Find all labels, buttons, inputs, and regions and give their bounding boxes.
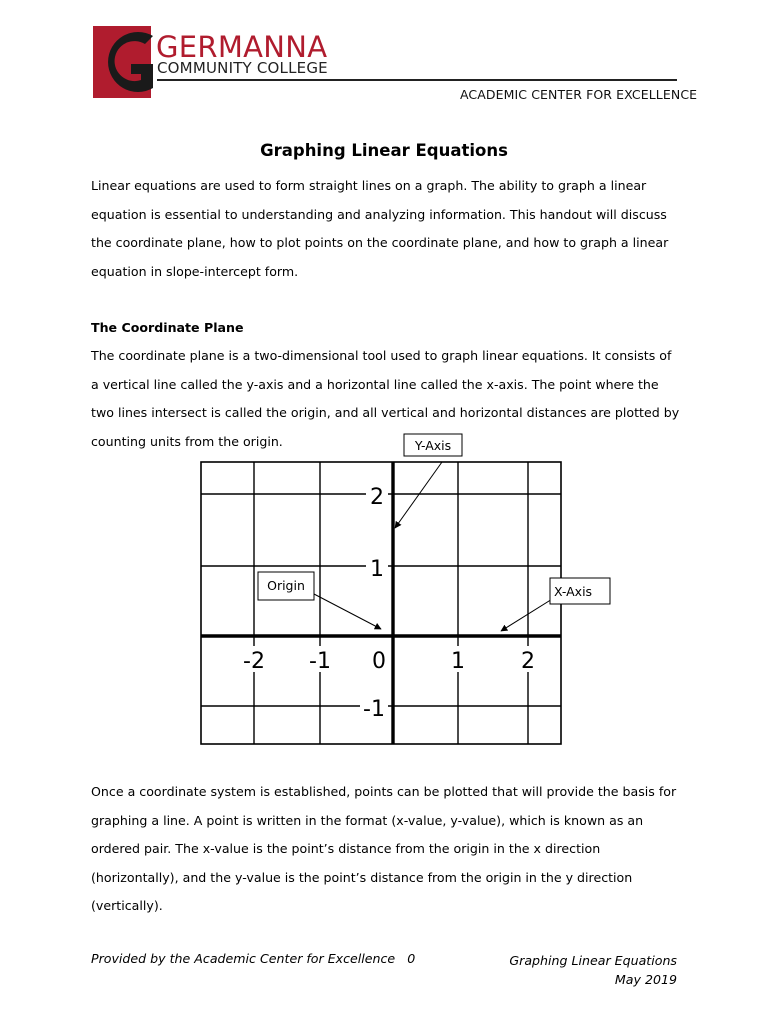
- y-tick-label: 2: [370, 485, 384, 510]
- college-subtitle: COMMUNITY COLLEGE: [157, 59, 328, 77]
- y-tick-label: -1: [363, 697, 385, 722]
- x-tick-label: 0: [372, 649, 386, 674]
- y-tick-label: 1: [370, 557, 384, 582]
- header-divider: [157, 79, 677, 81]
- footer-page-number: 0: [407, 951, 416, 966]
- section-heading: The Coordinate Plane: [91, 320, 244, 335]
- footer-provider: [91, 951, 415, 966]
- section-paragraph: The coordinate plane is a two-dimensional tool used to graph linear equations. It consists of a vertical line called the y-axis and a horizontal line called the x-axis. The point where the two lines intersect is called the origin, and all vertical and horizontal distances are plotted by counting units from the origin.: [91, 348, 680, 449]
- y-axis-callout-label: Y-Axis: [414, 438, 452, 453]
- footer-date: May 2019: [614, 972, 677, 987]
- x-tick-label: 1: [451, 649, 465, 674]
- x-tick-label: -1: [309, 649, 331, 674]
- footer-provider-text: Provided by the Academic Center for Excellence: [91, 951, 396, 966]
- footer-document-title: Graphing Linear Equations: [509, 953, 677, 968]
- x-axis-callout-label: X-Axis: [553, 584, 593, 599]
- coordinate-plane-figure: [180, 428, 593, 768]
- footer-document-info: [509, 951, 677, 989]
- ordered-pair-paragraph: Once a coordinate system is established, points can be plotted that will provide the basis for graphing a line. A point is written in the format (x-value, y-value), which is known as an ordered pair. The x-value is the point’s distance from the origin in the x direction (horizontally), and the y-value is the point’s distance from the origin in the y direction (vertically).: [91, 784, 677, 913]
- page-title: Graphing Linear Equations: [260, 141, 508, 160]
- intro-paragraph: Linear equations are used to form straight lines on a graph. The ability to graph a linear equation is essential to understanding and analyzing information. This handout will discuss the coordinate plane, how to plot points on the coordinate plane, and how to graph a linear equation in slope-intercept form.: [91, 178, 669, 279]
- department-name: ACADEMIC CENTER FOR EXCELLENCE: [460, 87, 698, 102]
- college-name: GERMANNA: [156, 30, 328, 64]
- college-logo-g-icon: [93, 22, 165, 102]
- x-axis-callout-arrow: [501, 596, 557, 631]
- origin-callout-arrow: [314, 594, 381, 629]
- x-tick-label: 2: [521, 649, 535, 674]
- y-axis-callout-arrow: [395, 462, 442, 528]
- origin-callout-label: Origin: [267, 578, 305, 593]
- x-tick-label: -2: [243, 649, 265, 674]
